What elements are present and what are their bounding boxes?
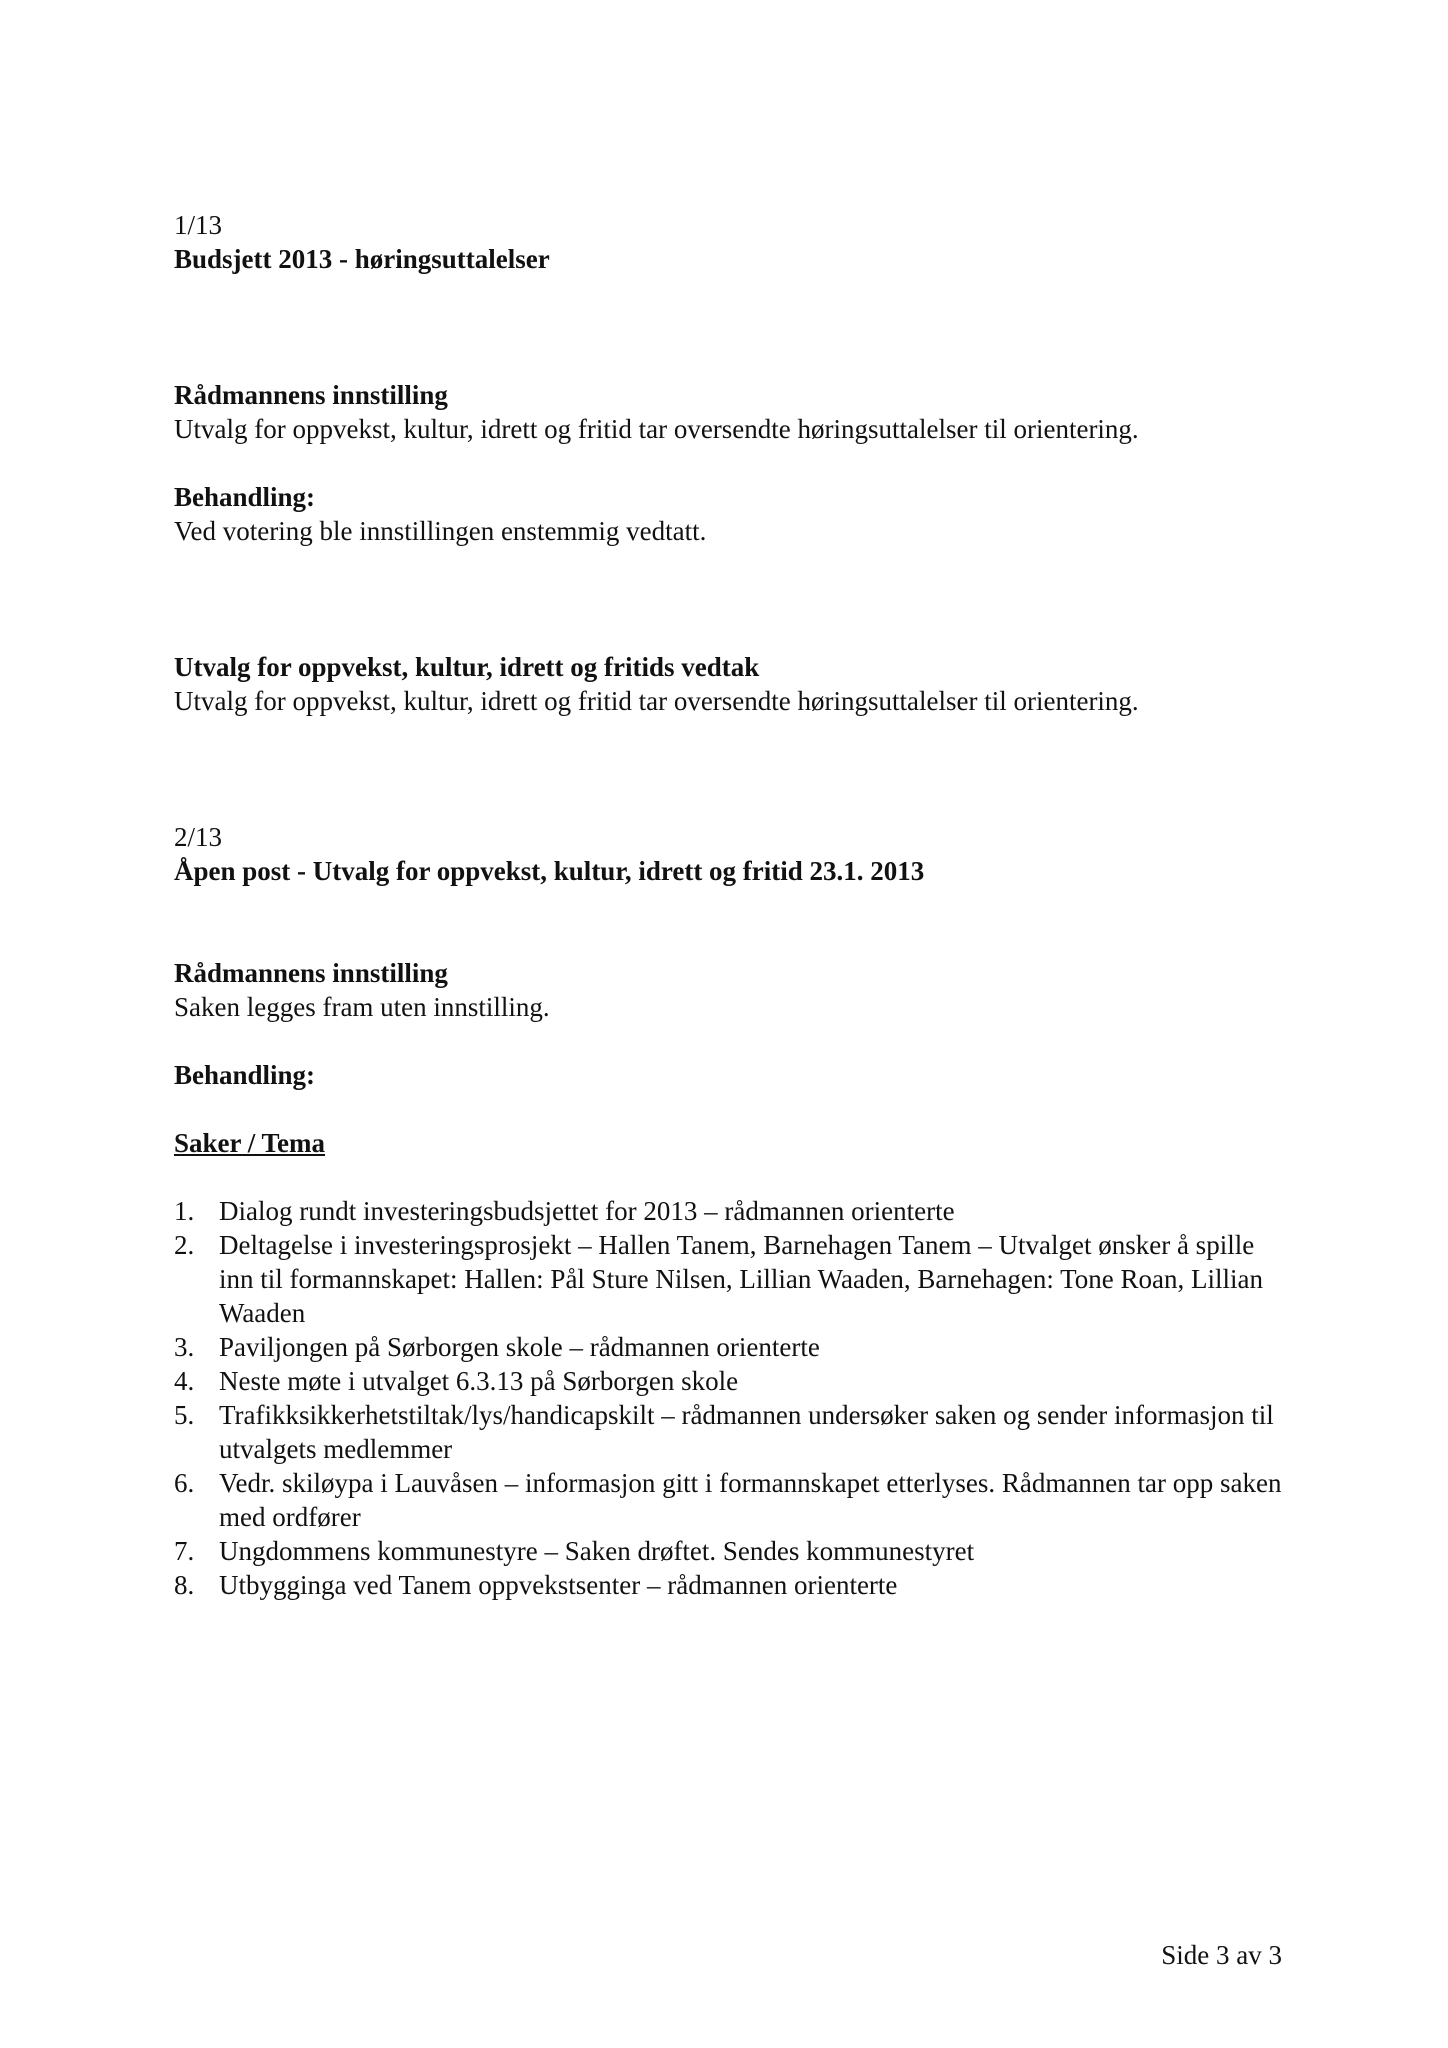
list-item-number: 5.	[174, 1400, 195, 1430]
processing-heading: Behandling:	[174, 482, 316, 512]
recommendation-heading: Rådmannens innstilling	[174, 380, 448, 410]
decision-text: Utvalg for oppvekst, kultur, idrett og fritid tar oversendte høringsuttalelser til orientering.	[174, 686, 1139, 716]
recommendation-text: Saken legges fram uten innstilling.	[174, 992, 550, 1022]
list-item-text: Paviljongen på Sørborgen skole – rådmannen orienterte	[219, 1332, 820, 1362]
list-item	[174, 1398, 1294, 1466]
list-item-number: 6.	[174, 1468, 195, 1498]
recommendation-heading: Rådmannens innstilling	[174, 958, 448, 988]
list-item	[174, 1568, 1294, 1602]
list-item-number: 4.	[174, 1366, 195, 1396]
list-item-number: 2.	[174, 1230, 195, 1260]
spacer	[174, 1024, 1294, 1058]
list-item-number: 3.	[174, 1332, 195, 1362]
case-title: Åpen post - Utvalg for oppvekst, kultur, idrett og fritid 23.1. 2013	[174, 856, 925, 886]
list-item-text: Ungdommens kommunestyre – Saken drøftet. Sendes kommunestyret	[219, 1536, 975, 1566]
spacer	[174, 1092, 1294, 1126]
list-item-text: Neste møte i utvalget 6.3.13 på Sørborgen skole	[219, 1366, 739, 1396]
list-item-text: Deltagelse i investeringsprosjekt – Hallen Tanem, Barnehagen Tanem – Utvalget ønsker å spille inn til formannskapet: Hallen: Pål Sture Nilsen, Lillian Waaden, Barnehagen: Tone Roan, Lillian Waaden	[219, 1230, 1263, 1328]
processing-heading: Behandling:	[174, 1060, 316, 1090]
list-item-number: 1.	[174, 1196, 195, 1226]
spacer	[174, 276, 1294, 378]
list-item-text: Dialog rundt investeringsbudsjettet for 2013 – rådmannen orienterte	[219, 1196, 955, 1226]
topics-list	[174, 1194, 1294, 1602]
list-item-text: Utbygginga ved Tanem oppvekstsenter – rådmannen orienterte	[219, 1570, 898, 1600]
list-item	[174, 1330, 1294, 1364]
case-number: 1/13	[174, 210, 223, 240]
list-item	[174, 1228, 1294, 1330]
document-page	[174, 208, 1294, 1602]
list-item-number: 7.	[174, 1536, 195, 1566]
spacer	[174, 548, 1294, 650]
case-2	[174, 820, 1294, 1602]
list-item	[174, 1194, 1294, 1228]
list-item	[174, 1466, 1294, 1534]
topics-heading: Saker / Tema	[174, 1128, 326, 1158]
list-item-text: Vedr. skiløypa i Lauvåsen – informasjon gitt i formannskapet etterlyses. Rådmannen tar opp saken med ordfører	[219, 1468, 1282, 1532]
list-item	[174, 1364, 1294, 1398]
case-number: 2/13	[174, 822, 223, 852]
case-title: Budsjett 2013 - høringsuttalelser	[174, 244, 550, 274]
spacer	[174, 718, 1294, 820]
page-number: Side 3 av 3	[1161, 1940, 1282, 1970]
decision-heading: Utvalg for oppvekst, kultur, idrett og fritids vedtak	[174, 652, 760, 682]
list-item-text: Trafikksikkerhetstiltak/lys/handicapskilt – rådmannen undersøker saken og sender informasjon til utvalgets medlemmer	[219, 1400, 1274, 1464]
case-1	[174, 208, 1294, 718]
spacer	[174, 446, 1294, 480]
list-item-number: 8.	[174, 1570, 195, 1600]
spacer	[174, 888, 1294, 956]
processing-text: Ved votering ble innstillingen enstemmig vedtatt.	[174, 516, 707, 546]
recommendation-text: Utvalg for oppvekst, kultur, idrett og fritid tar oversendte høringsuttalelser til orientering.	[174, 414, 1139, 444]
spacer	[174, 1160, 1294, 1194]
list-item	[174, 1534, 1294, 1568]
